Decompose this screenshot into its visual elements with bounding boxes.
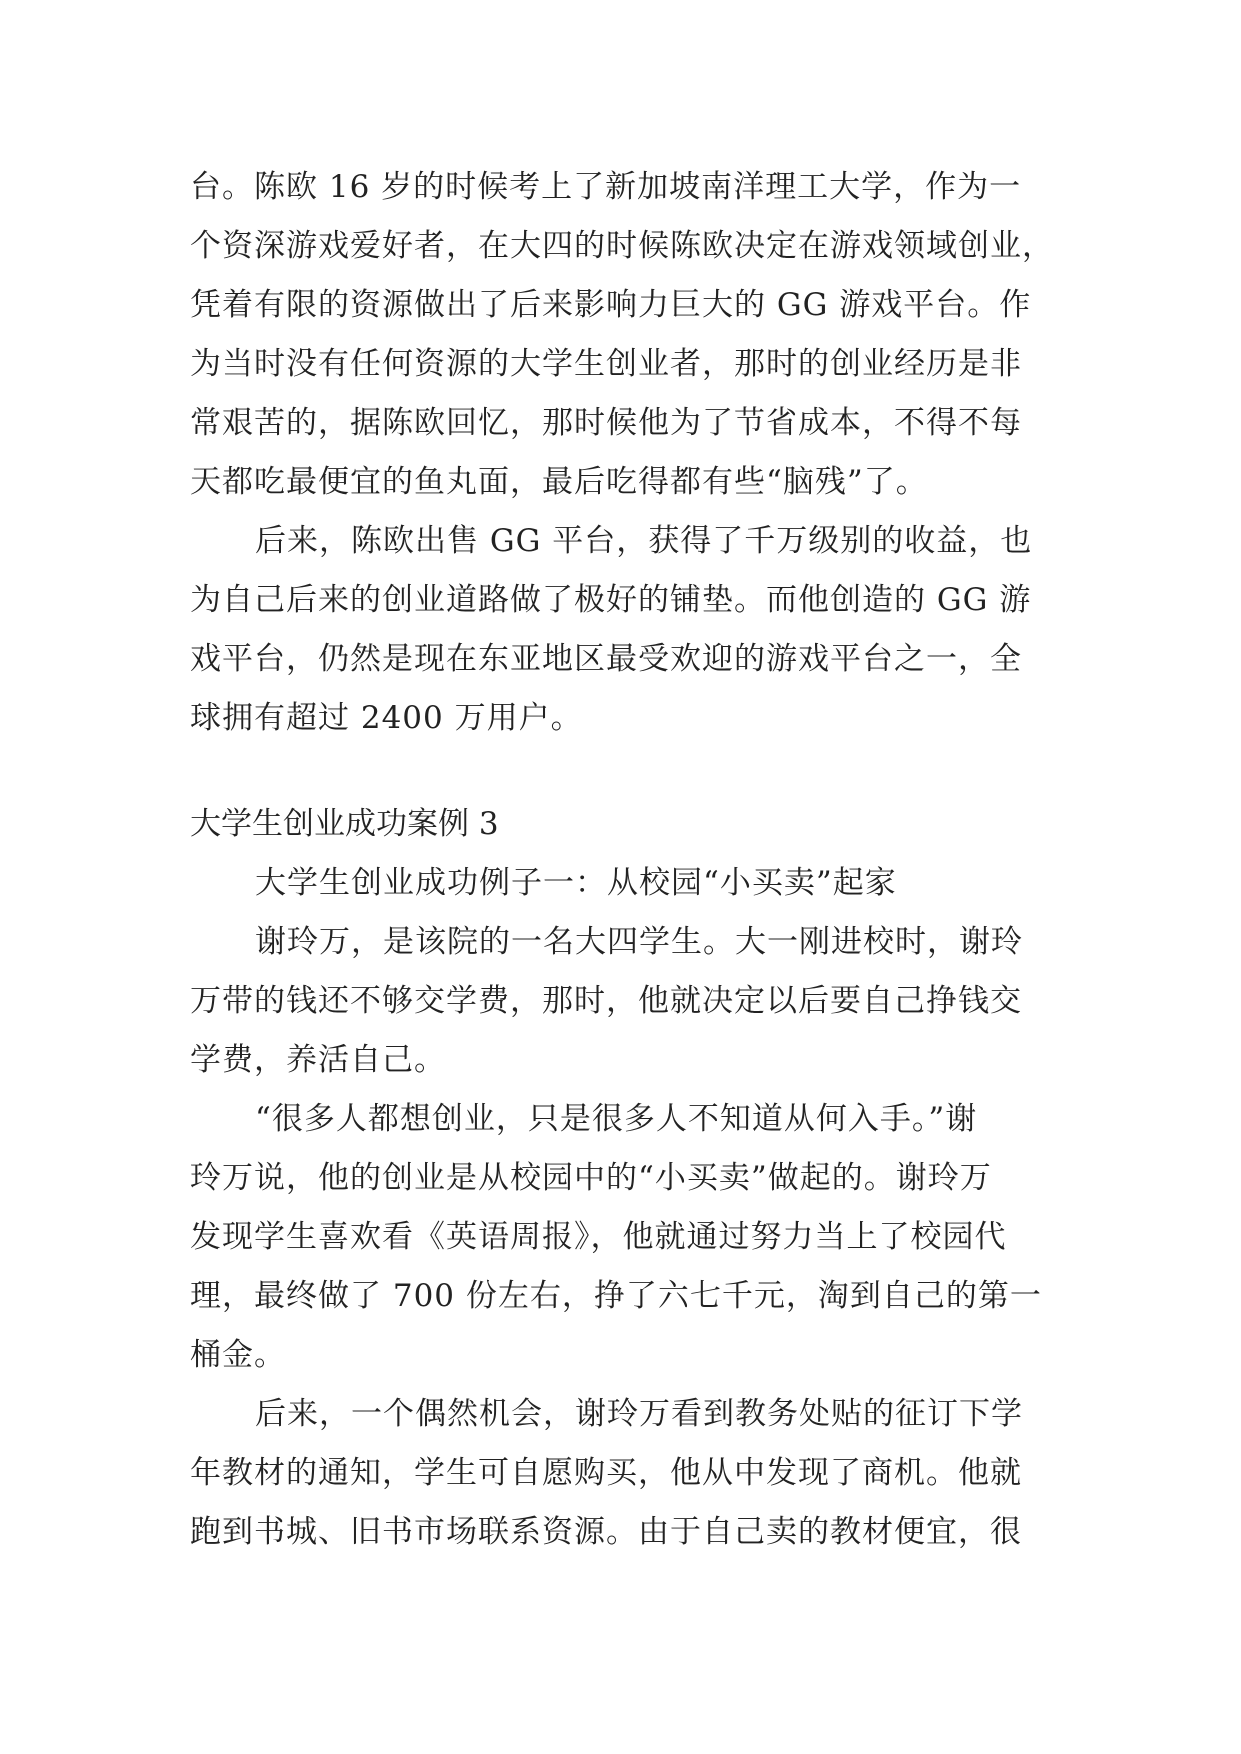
document-body [190,158,1120,1562]
paragraph [190,512,1120,748]
text-line: 学费，养活自己。 [190,1042,446,1078]
paragraph [190,913,1120,1090]
text-line: 台。陈欧 16 岁的时候考上了新加坡南洋理工大学，作为一 [190,169,1022,205]
text-line: 玲万说，他的创业是从校园中的“小买卖”做起的。谢玲万 [190,1160,992,1196]
text-line: 为自己后来的创业道路做了极好的铺垫。而他创造的 GG 游 [190,582,1032,618]
text-line: 桶金。 [190,1337,286,1373]
section-subtitle: 大学生创业成功例子一：从校园“小买卖”起家 [255,865,897,901]
text-line: 谢玲万，是该院的一名大四学生。大一刚进校时，谢玲 [255,924,1023,960]
paragraph [190,1385,1120,1562]
text-line: 为当时没有任何资源的大学生创业者，那时的创业经历是非 [190,346,1022,382]
section-title: 大学生创业成功案例 3 [190,806,499,842]
text-line: 后来，陈欧出售 GG 平台，获得了千万级别的收益，也 [255,523,1033,559]
section-gap [190,748,1120,795]
text-line: 常艰苦的，据陈欧回忆，那时候他为了节省成本，不得不每 [190,405,1022,441]
text-line: 戏平台，仍然是现在东亚地区最受欢迎的游戏平台之一，全 [190,641,1022,677]
paragraph [190,158,1120,512]
text-line: 个资深游戏爱好者，在大四的时候陈欧决定在游戏领域创业， [190,228,1054,264]
text-line: 发现学生喜欢看《英语周报》，他就通过努力当上了校园代 [190,1219,1007,1255]
text-line: 凭着有限的资源做出了后来影响力巨大的 GG 游戏平台。作 [190,287,1032,323]
paragraph [190,1090,1120,1385]
text-line: 球拥有超过 2400 万用户。 [190,700,583,736]
text-line: “很多人都想创业，只是很多人不知道从何入手。”谢 [255,1101,978,1137]
text-line: 年教材的通知，学生可自愿购买，他从中发现了商机。他就 [190,1455,1022,1491]
text-line: 天都吃最便宜的鱼丸面，最后吃得都有些“脑残”了。 [190,464,928,500]
text-line: 理，最终做了 700 份左右，挣了六七千元，淘到自己的第一 [190,1278,1042,1314]
text-line: 万带的钱还不够交学费，那时，他就决定以后要自己挣钱交 [190,983,1022,1019]
text-line: 后来，一个偶然机会，谢玲万看到教务处贴的征订下学 [255,1396,1023,1432]
text-line: 跑到书城、旧书市场联系资源。由于自己卖的教材便宜，很 [190,1514,1022,1550]
